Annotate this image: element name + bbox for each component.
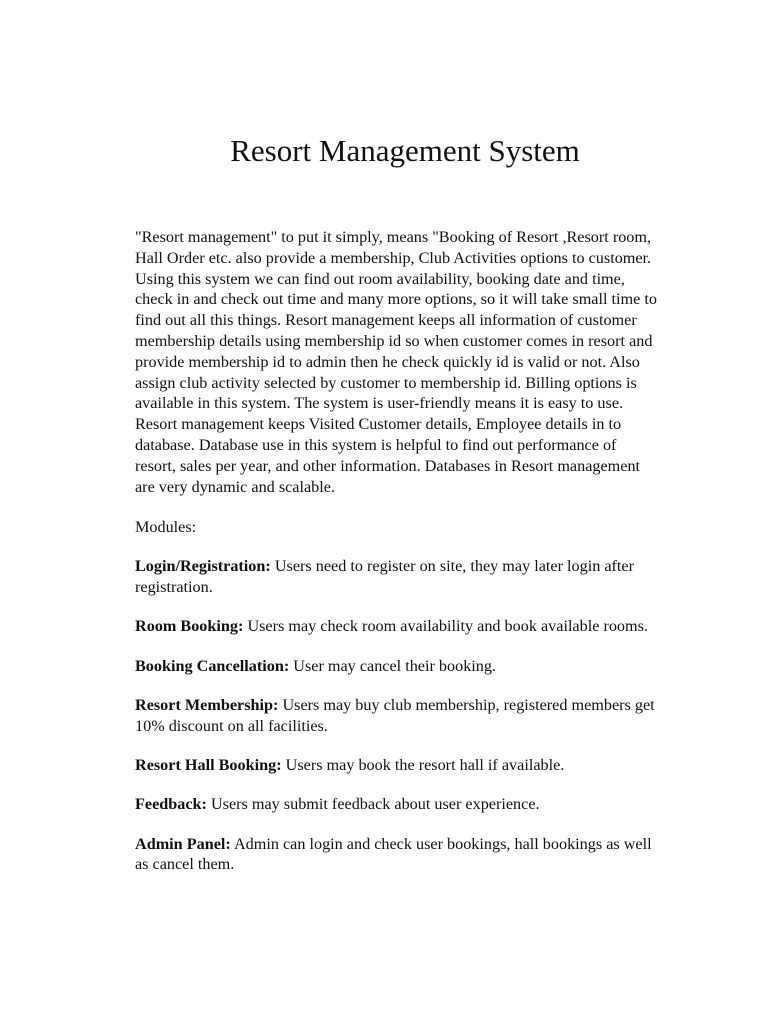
module-name: Booking Cancellation:: [135, 656, 290, 675]
module-resort-hall-booking: [135, 755, 660, 776]
module-description: Users may buy club membership, registered members get 10% discount on all facilities.: [135, 695, 655, 735]
module-resort-membership: [135, 695, 660, 737]
module-name: Resort Membership:: [135, 695, 279, 714]
module-description: Users may check room availability and book available rooms.: [247, 617, 648, 636]
module-description: User may cancel their booking.: [293, 656, 497, 675]
module-description: Users need to register on site, they may later login after registration.: [135, 557, 634, 596]
module-room-booking: [135, 616, 660, 637]
module-name: Login/Registration:: [135, 557, 271, 576]
module-feedback: [135, 794, 660, 815]
module-name: Room Booking:: [135, 617, 244, 636]
document-body: [135, 227, 660, 894]
module-name: Feedback:: [135, 795, 207, 814]
module-login-registration: [135, 556, 660, 598]
module-description: Admin can login and check user bookings, hall bookings as well as cancel them.: [135, 834, 652, 874]
module-admin-panel: [135, 834, 660, 876]
module-description: Users may book the resort hall if available.: [285, 755, 565, 774]
module-name: Resort Hall Booking:: [135, 755, 282, 774]
modules-heading: Modules:: [135, 518, 197, 537]
intro-paragraph: "Resort management" to put it simply, means "Booking of Resort ,Resort room, Hall Order etc. also provide a membership, Club Activities options to customer. Using this system we can find out room availability, booking date and time, check in and check out time and many more options, so it will take small time to find out all this things. Resort management keeps all information of customer membership details using membership id so when customer comes in resort and provide membership id to admin then he check quickly id is valid or not. Also assign club activity selected by customer to membership id. Billing options is available in this system. The system is user-friendly means it is easy to use. Resort management keeps Visited Customer details, Employee details in to database. Database use in this system is helpful to find out performance of resort, sales per year, and other information. Databases in Resort management are very dynamic and scalable.: [135, 228, 657, 496]
module-booking-cancellation: [135, 656, 660, 677]
module-description: Users may submit feedback about user experience.: [210, 795, 540, 814]
module-name: Admin Panel:: [135, 834, 231, 853]
document-title: Resort Management System: [230, 133, 580, 168]
